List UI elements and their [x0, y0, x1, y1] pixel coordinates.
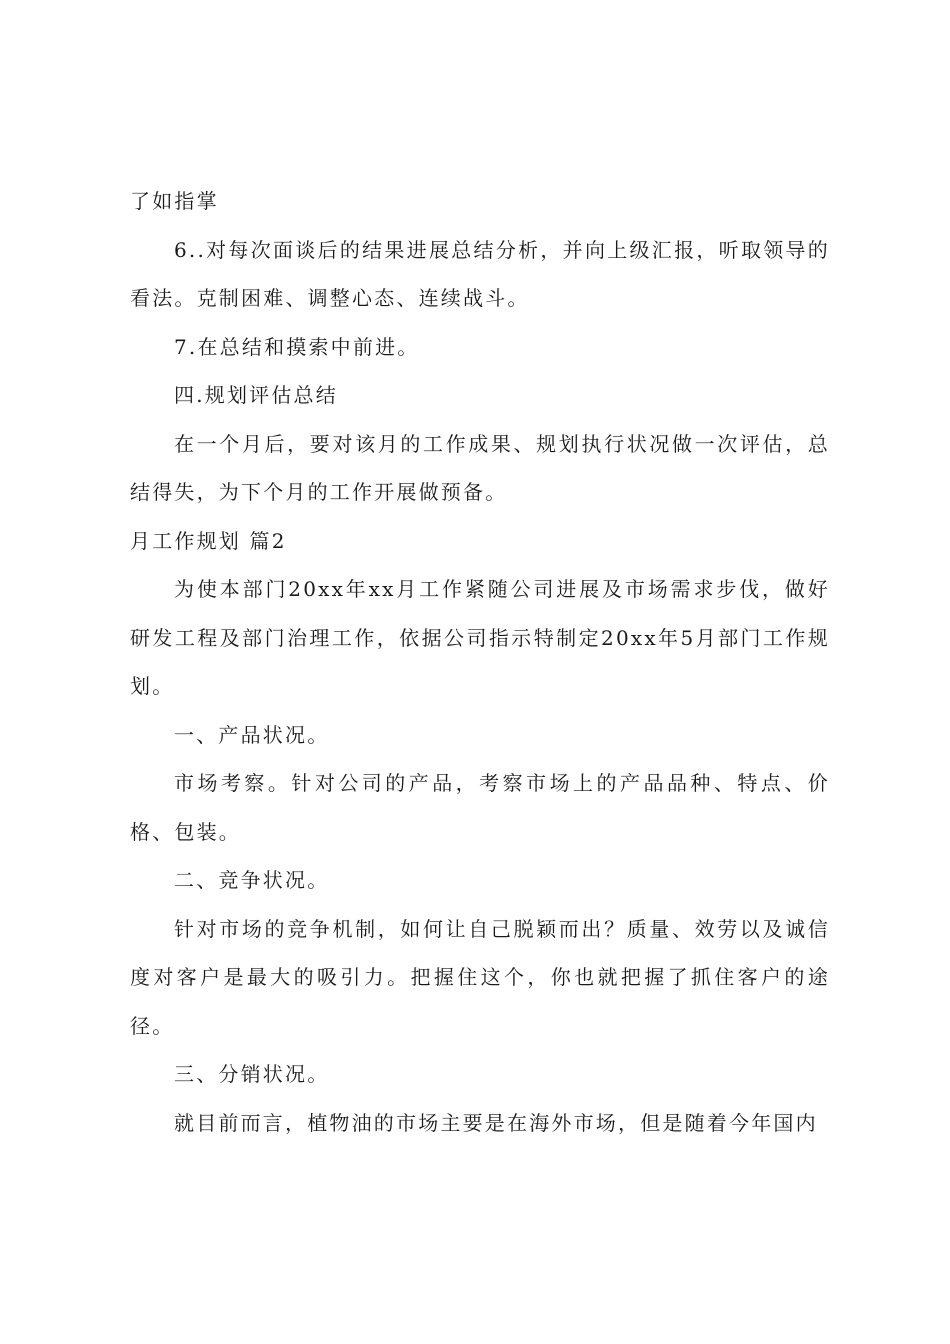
paragraph-distribution: 就目前而言，植物油的市场主要是在海外市场，但是随着今年国内 [174, 1110, 818, 1135]
paragraph-market-survey: 市场考察。针对公司的产品，考察市场上的产品品种、特点、价格、包装。 [130, 771, 830, 844]
paragraph-item-6: 6..对每次面谈后的结果进展总结分析，并向上级汇报，听取领导的看法。克制困难、调整心态、连续战斗。 [130, 237, 830, 310]
section-heading-4: 四.规划评估总结 [174, 383, 338, 407]
section-heading-1: 一、产品状况。 [174, 722, 330, 747]
document-page [130, 177, 830, 1147]
paragraph-evaluation: 在一个月后，要对该月的工作成果、规划执行状况做一次评估，总结得失，为下个月的工作开展做预备。 [130, 431, 830, 504]
paragraph-intro: 为使本部门20xx年xx月工作紧随公司进展及市场需求步伐，做好研发工程及部门治理工作，依据公司指示特制定20xx年5月部门工作规划。 [130, 577, 830, 698]
section-heading-3: 三、分销状况。 [174, 1062, 330, 1086]
section-heading-2: 二、竞争状况。 [174, 868, 330, 892]
paragraph-item-7: 7.在总结和摸索中前进。 [174, 334, 420, 359]
paragraph-continuation: 了如指掌 [130, 189, 219, 213]
article-heading-2: 月工作规划 篇2 [130, 528, 287, 553]
paragraph-competition: 针对市场的竞争机制，如何让自己脱颖而出？质量、效劳以及诚信度对客户是最大的吸引力。把握住这个，你也就把握了抓住客户的途径。 [130, 916, 830, 1038]
